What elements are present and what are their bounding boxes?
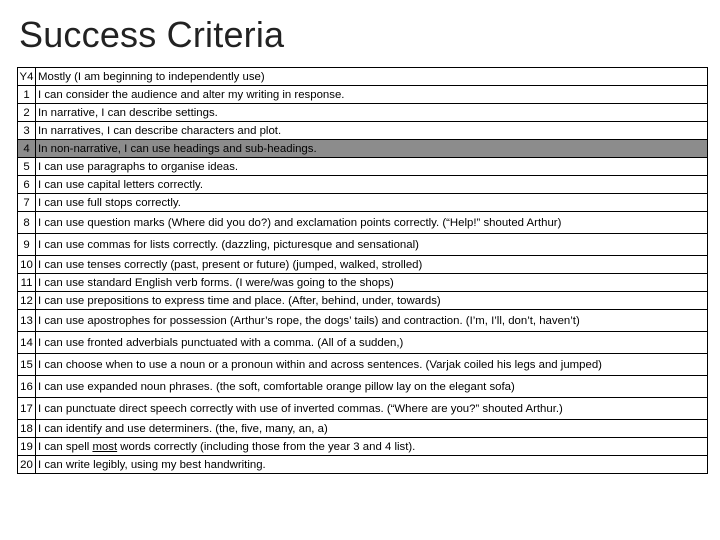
criterion-text: I can use question marks (Where did you do?) and exclamation points correctly. (“Help!” shouted Arthur) xyxy=(36,212,708,234)
table-row xyxy=(18,274,708,292)
row-number: 4 xyxy=(18,140,36,158)
table-row xyxy=(18,310,708,332)
criterion-text xyxy=(36,438,708,456)
row-number: 15 xyxy=(18,354,36,376)
criterion-text: I can choose when to use a noun or a pronoun within and across sentences. (Varjak coiled his legs and jumped) xyxy=(36,354,708,376)
criterion-text: I can identify and use determiners. (the, five, many, an, a) xyxy=(36,420,708,438)
table-row xyxy=(18,438,708,456)
criterion-text: In narratives, I can describe characters and plot. xyxy=(36,122,708,140)
table-row xyxy=(18,212,708,234)
table-row xyxy=(18,158,708,176)
table-row xyxy=(18,456,708,474)
row-number: 13 xyxy=(18,310,36,332)
row-number: 11 xyxy=(18,274,36,292)
row-number: 19 xyxy=(18,438,36,456)
criterion-text: I can use capital letters correctly. xyxy=(36,176,708,194)
criterion-text: I can use expanded noun phrases. (the soft, comfortable orange pillow lay on the elegant sofa) xyxy=(36,376,708,398)
underlined-word: most xyxy=(92,440,118,453)
table-header-row xyxy=(18,68,708,86)
table-row-highlighted xyxy=(18,140,708,158)
table-row xyxy=(18,332,708,354)
criterion-text: I can write legibly, using my best handwriting. xyxy=(36,456,708,474)
table-row xyxy=(18,176,708,194)
row-number: 17 xyxy=(18,398,36,420)
row-number: 9 xyxy=(18,234,36,256)
row-number: 5 xyxy=(18,158,36,176)
table-row xyxy=(18,256,708,274)
table-row xyxy=(18,86,708,104)
row-number: 3 xyxy=(18,122,36,140)
criterion-text: I can use tenses correctly (past, present or future) (jumped, walked, strolled) xyxy=(36,256,708,274)
row-number: 10 xyxy=(18,256,36,274)
criterion-text: I can use commas for lists correctly. (dazzling, picturesque and sensational) xyxy=(36,234,708,256)
page-title: Success Criteria xyxy=(19,14,285,55)
criterion-text-start: I can spell xyxy=(38,440,93,453)
criterion-text: In narrative, I can describe settings. xyxy=(36,104,708,122)
criterion-text: I can use prepositions to express time and place. (After, behind, under, towards) xyxy=(36,292,708,310)
table-row xyxy=(18,420,708,438)
row-number: 18 xyxy=(18,420,36,438)
table-row xyxy=(18,376,708,398)
header-text: Mostly (I am beginning to independently use) xyxy=(36,68,708,86)
success-criteria-table xyxy=(17,67,708,474)
row-number: 8 xyxy=(18,212,36,234)
criterion-text: I can use full stops correctly. xyxy=(36,194,708,212)
row-number: 1 xyxy=(18,86,36,104)
criterion-text-end: words correctly (including those from the year 3 and 4 list). xyxy=(117,440,416,453)
criterion-text: I can use standard English verb forms. (I were/was going to the shops) xyxy=(36,274,708,292)
row-number: 7 xyxy=(18,194,36,212)
table-row xyxy=(18,292,708,310)
table-row xyxy=(18,122,708,140)
criterion-text: In non-narrative, I can use headings and sub-headings. xyxy=(36,140,708,158)
criterion-text: I can punctuate direct speech correctly with use of inverted commas. (“Where are you?” shouted Arthur.) xyxy=(36,398,708,420)
criterion-text: I can consider the audience and alter my writing in response. xyxy=(36,86,708,104)
criterion-text: I can use fronted adverbials punctuated with a comma. (All of a sudden,) xyxy=(36,332,708,354)
criterion-text: I can use paragraphs to organise ideas. xyxy=(36,158,708,176)
row-number: 12 xyxy=(18,292,36,310)
row-number: 6 xyxy=(18,176,36,194)
row-number: 16 xyxy=(18,376,36,398)
table-row xyxy=(18,234,708,256)
row-number: 14 xyxy=(18,332,36,354)
table-row xyxy=(18,398,708,420)
table-row xyxy=(18,104,708,122)
table-row xyxy=(18,194,708,212)
row-number: 20 xyxy=(18,456,36,474)
year-cell: Y4 xyxy=(18,68,36,86)
criterion-text: I can use apostrophes for possession (Arthur’s rope, the dogs’ tails) and contraction. (I’m, I’ll, don’t, haven’t) xyxy=(36,310,708,332)
row-number: 2 xyxy=(18,104,36,122)
table-row xyxy=(18,354,708,376)
